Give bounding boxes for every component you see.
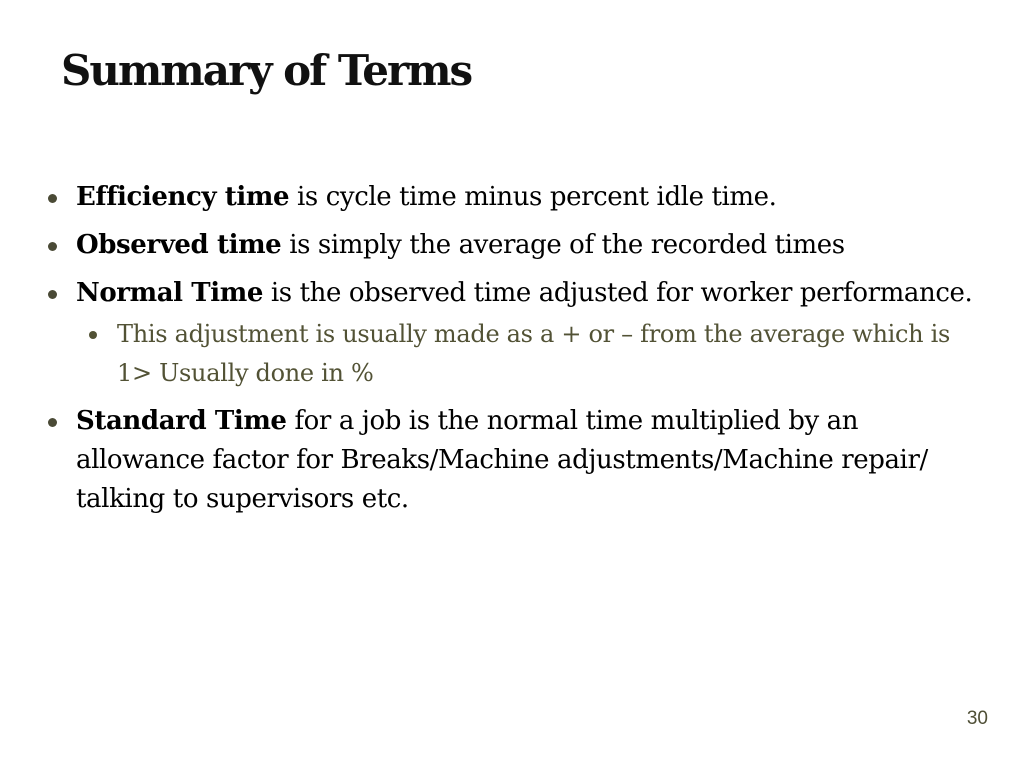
bullet-dot-icon xyxy=(48,418,57,427)
bullet-item-efficiency-time xyxy=(44,178,984,217)
term-definition: is cycle time minus percent idle time. xyxy=(289,182,777,212)
bullet-item-standard-time xyxy=(44,402,984,519)
term-label: Normal Time xyxy=(76,278,263,308)
page-number: 30 xyxy=(966,708,988,729)
sub-bullet-item xyxy=(76,315,984,393)
slide-title: Summary of Terms xyxy=(61,46,472,95)
sub-bullet-dot-icon xyxy=(89,331,97,339)
bullet-item-normal-time xyxy=(44,274,984,393)
bullet-dot-icon xyxy=(48,194,57,203)
sub-bullet-text: This adjustment is usually made as a + or – from the average which is 1> Usually done in % xyxy=(117,320,951,387)
term-definition: is simply the average of the recorded times xyxy=(281,230,845,260)
term-label: Standard Time xyxy=(76,406,287,436)
sub-bullet-list xyxy=(76,315,984,393)
term-label: Efficiency time xyxy=(76,182,290,212)
bullet-list xyxy=(44,178,984,528)
term-definition: is the observed time adjusted for worker performance. xyxy=(262,278,973,308)
bullet-item-observed-time xyxy=(44,226,984,265)
bullet-dot-icon xyxy=(48,242,57,251)
term-label: Observed time xyxy=(76,230,282,260)
bullet-dot-icon xyxy=(48,290,57,299)
term-definition: for a job is the normal time multiplied by an allowance factor for Breaks/Machine adjustments/Machine repair/ talking to supervisors etc. xyxy=(76,406,928,514)
